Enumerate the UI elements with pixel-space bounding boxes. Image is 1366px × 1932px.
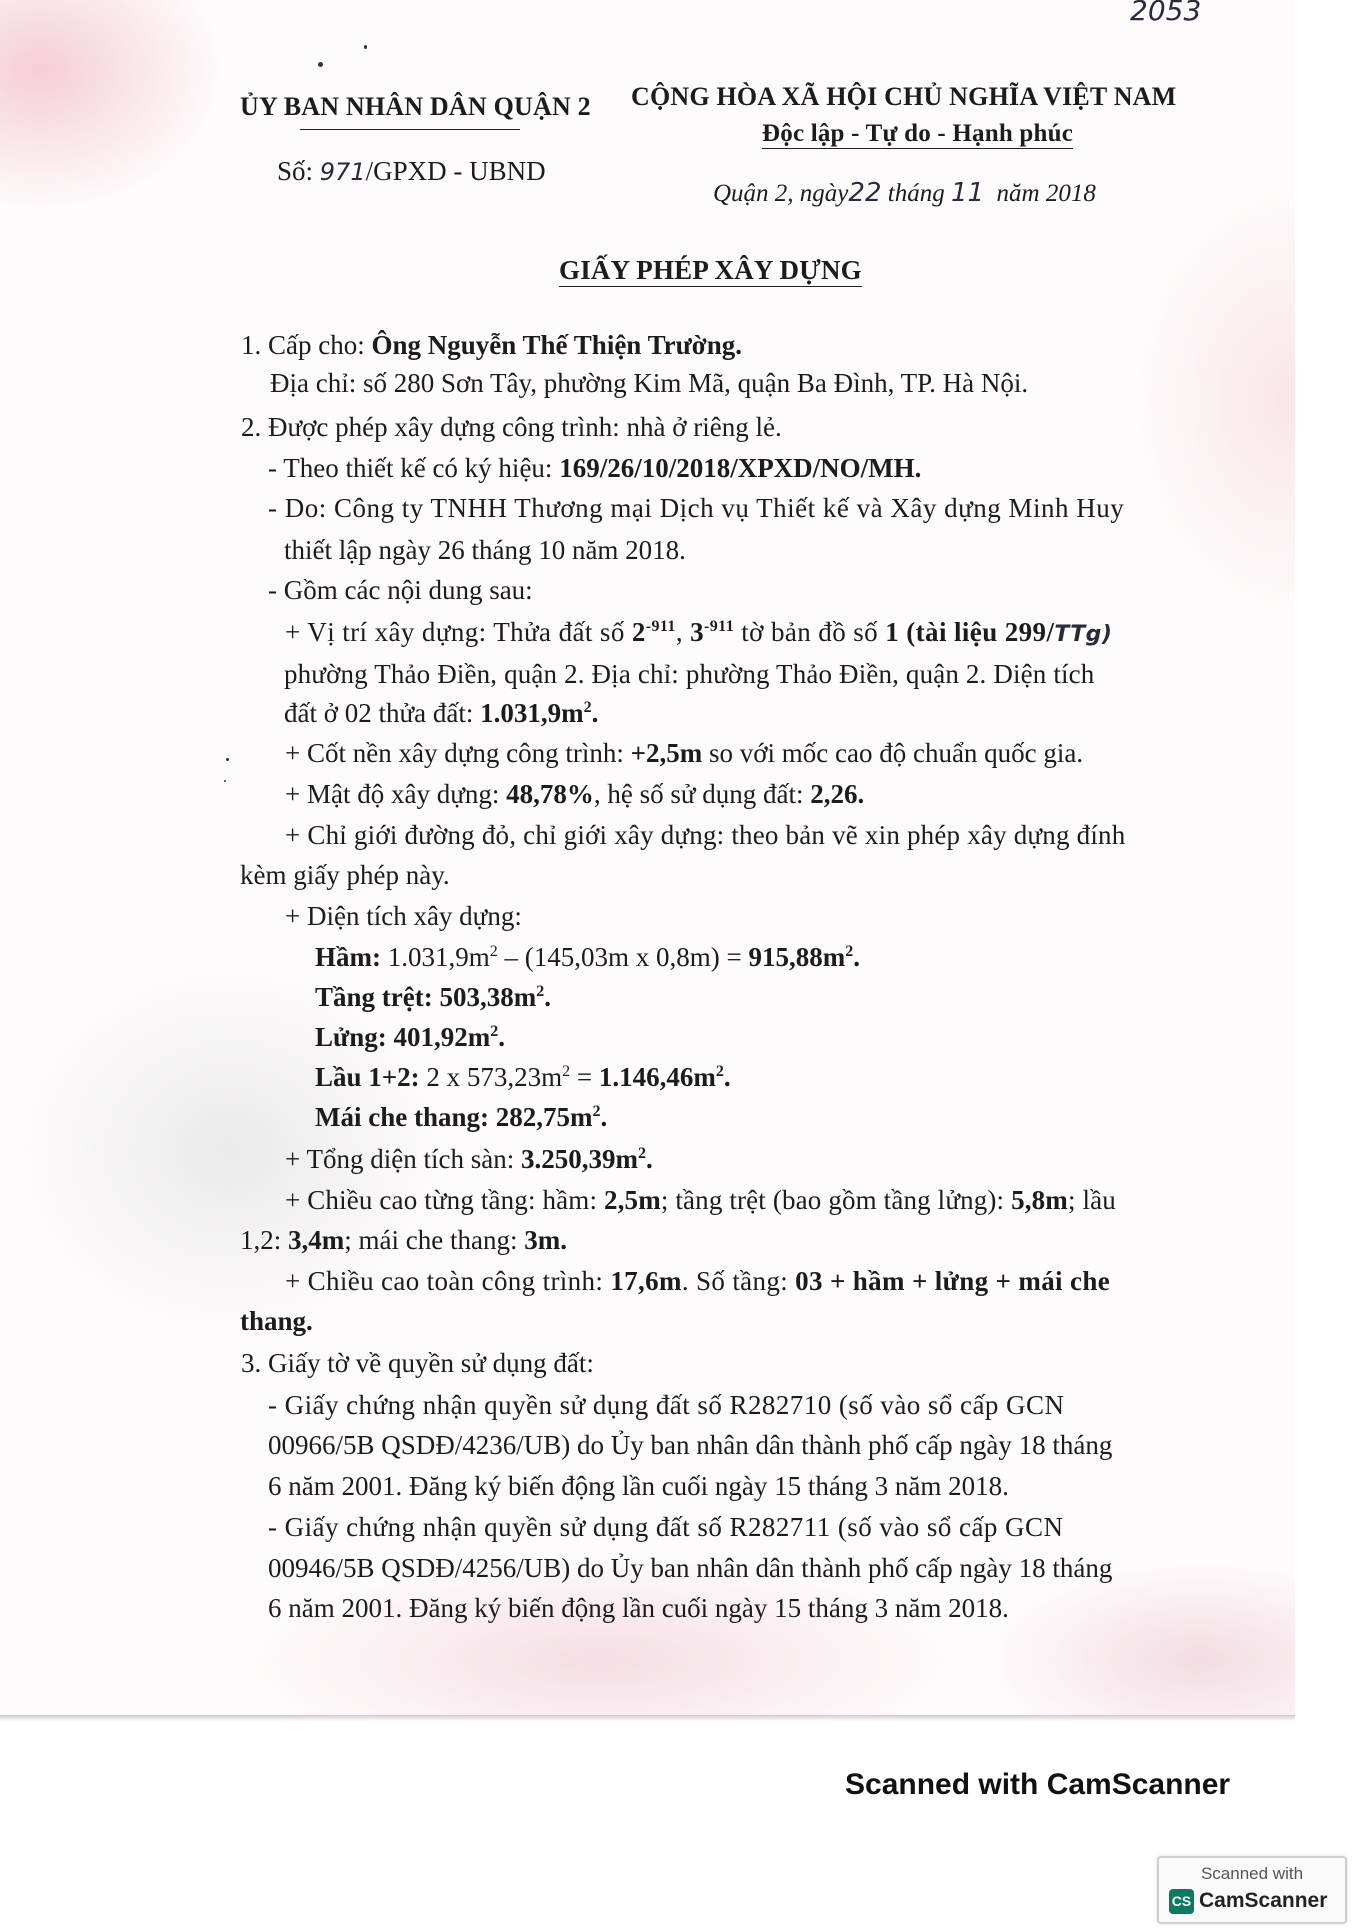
- designer-line: - Do: Công ty TNHH Thương mại Dịch vụ Thiết kế và Xây dựng Minh Huy: [268, 493, 1125, 523]
- total-floor-area: [285, 1144, 653, 1175]
- foundation-value: +2,5m: [630, 738, 703, 768]
- area-heading: + Diện tích xây dựng:: [285, 901, 522, 931]
- recipient-line: [241, 330, 742, 361]
- density-label: + Mật độ xây dựng:: [285, 779, 507, 809]
- recipient-address: Địa chỉ: số 280 Sơn Tây, phường Kim Mã, quận Ba Đình, TP. Hà Nội.: [270, 368, 1029, 398]
- basement-area: [315, 942, 860, 973]
- overall-height: [285, 1266, 1110, 1297]
- floors-calc: 2 x 573,23m: [419, 1062, 563, 1092]
- date-year: năm 2018: [996, 180, 1096, 207]
- certificate-2-line-3: 6 năm 2001. Đăng ký biến động lần cuối ngày 15 tháng 3 năm 2018.: [268, 1593, 1009, 1623]
- certificate-1-line-3: 6 năm 2001. Đăng ký biến động lần cuối ngày 15 tháng 3 năm 2018.: [268, 1471, 1009, 1501]
- sup-2: 2: [845, 943, 854, 960]
- basement-label: Hầm:: [315, 942, 381, 972]
- floors-value: 1.146,46m: [598, 1062, 716, 1092]
- usage-value: 2,26: [810, 779, 858, 809]
- period: .: [498, 1022, 505, 1052]
- storeys-value-2: thang.: [240, 1306, 313, 1336]
- sup-2: 2: [637, 1145, 646, 1162]
- basement-height: 2,5m: [604, 1185, 661, 1215]
- date-day: 22: [848, 178, 882, 208]
- total-value: 3.250,39m: [520, 1144, 638, 1174]
- sup-2: 2: [583, 699, 592, 716]
- corner-handwritten-number: 2053: [1130, 0, 1202, 27]
- document-number: [277, 156, 546, 187]
- roof-value: 282,75m: [495, 1102, 593, 1132]
- ground-label: Tầng trệt:: [315, 982, 440, 1012]
- floors-numbers: 1,2:: [240, 1225, 289, 1255]
- sup-2: 2: [490, 1023, 499, 1040]
- lot-1-sup: -911: [645, 618, 676, 635]
- design-code: 169/26/10/2018/XPXD/NO/MH.: [559, 453, 922, 483]
- basement-value: 915,88m: [748, 942, 846, 972]
- lot-2: 3: [690, 617, 705, 647]
- issue-date: [713, 178, 1096, 208]
- land-area-value: 1.031,9m: [480, 698, 584, 728]
- ground-height: 5,8m: [1011, 1185, 1068, 1215]
- ground-value: 503,38m: [439, 982, 537, 1012]
- period: .: [723, 1062, 731, 1092]
- map-number: 1 (tài liệu 299/: [885, 617, 1055, 647]
- number-suffix: /GPXD - UBND: [365, 156, 546, 186]
- recipient-label: 1. Cấp cho:: [241, 330, 372, 360]
- sup-2: 2: [592, 1103, 601, 1120]
- period: .: [645, 1144, 653, 1174]
- ink-speck: [364, 45, 367, 49]
- map-label: tờ bản đồ số: [734, 617, 886, 647]
- storeys-value: 03 + hầm + lửng + mái che: [795, 1266, 1111, 1296]
- map-handwritten: TTg): [1054, 622, 1113, 647]
- redline-line: + Chỉ giới đường đỏ, chỉ giới xây dựng: theo bản vẽ xin phép xây dựng đính: [285, 820, 1126, 850]
- foundation-label: + Cốt nền xây dựng công trình:: [285, 738, 631, 768]
- camscanner-watermark: Scanned with CamScanner: [845, 1768, 1231, 1801]
- contents-heading: - Gồm các nội dung sau:: [268, 575, 533, 605]
- mezzanine-value: 401,92m: [393, 1022, 491, 1052]
- ink-speck: [318, 62, 323, 67]
- camscanner-logo-icon: CS: [1169, 1889, 1194, 1914]
- redline-line-2: kèm giấy phép này.: [240, 860, 450, 890]
- certificate-1: - Giấy chứng nhận quyền sử dụng đất số R282710 (số vào sổ cấp GCN: [268, 1390, 1065, 1420]
- document-title: GIẤY PHÉP XÂY DỰNG: [559, 255, 862, 285]
- overall-height-2: [240, 1306, 313, 1337]
- issuing-authority: ỦY BAN NHÂN DÂN QUẬN 2: [240, 92, 591, 121]
- heights-floor-label: ; lầu: [1067, 1185, 1116, 1215]
- badge-caption: Scanned with: [1200, 1864, 1304, 1883]
- date-prefix: Quận 2, ngày: [713, 180, 849, 207]
- mezzanine-label: Lửng:: [315, 1022, 394, 1052]
- roof-area: [315, 1102, 607, 1133]
- badge-brand: CamScanner: [1199, 1889, 1328, 1912]
- date-month: 11: [950, 178, 985, 208]
- sup-2: 2: [536, 983, 545, 1000]
- heights-label: + Chiều cao từng tầng: hầm:: [285, 1185, 604, 1215]
- ground-area: [315, 982, 551, 1013]
- camscanner-badge: [1157, 1856, 1347, 1924]
- certificate-2-line-2: 00946/5B QSDĐ/4256/UB) do Ủy ban nhân dân thành phố cấp ngày 18 tháng: [268, 1553, 1113, 1583]
- basement-calc-rest: – (145,03m x 0,8m) =: [497, 942, 749, 972]
- equals: =: [570, 1062, 599, 1092]
- usage-label: , hệ số sử dụng đất:: [593, 779, 811, 809]
- date-month-label: tháng: [887, 180, 945, 207]
- mezzanine-area: [315, 1022, 505, 1053]
- floors-height: 3,4m: [288, 1225, 345, 1255]
- basement-calc: 1.031,9m: [380, 942, 490, 972]
- roof-label: Mái che thang:: [315, 1102, 496, 1132]
- design-label: - Theo thiết kế có ký hiệu:: [268, 453, 560, 483]
- lot-2-sup: -911: [704, 618, 735, 635]
- number-handwritten: 971: [319, 158, 366, 186]
- location-address: phường Thảo Điền, quận 2. Địa chỉ: phường Thảo Điền, quận 2. Diện tích: [284, 659, 1095, 689]
- period: .: [600, 1102, 608, 1132]
- foundation-line: [285, 738, 1083, 769]
- storeys-label: . Số tầng:: [681, 1266, 796, 1296]
- page-edge: [0, 1715, 1295, 1721]
- sup-2: 2: [715, 1063, 724, 1080]
- overall-label: + Chiều cao toàn công trình:: [285, 1266, 611, 1296]
- floors-area: [315, 1062, 731, 1093]
- location-label: + Vị trí xây dựng: Thửa đất số: [285, 617, 632, 647]
- period: .: [544, 982, 551, 1012]
- storey-heights-2: [240, 1225, 567, 1256]
- ink-speck: [224, 780, 226, 782]
- location-line: [285, 617, 1112, 648]
- land-docs-heading: 3. Giấy tờ về quyền sử dụng đất:: [241, 1348, 594, 1378]
- designer-date: thiết lập ngày 26 tháng 10 năm 2018.: [284, 535, 686, 565]
- period: .: [853, 942, 860, 972]
- period: .: [857, 779, 865, 809]
- lot-separator: ,: [675, 617, 691, 647]
- design-code-line: [268, 453, 921, 484]
- number-label: Số:: [277, 156, 314, 186]
- permit-scope: 2. Được phép xây dựng công trình: nhà ở riêng lẻ.: [241, 412, 782, 442]
- roof-height: 3m.: [524, 1225, 567, 1255]
- sup-2: 2: [562, 1063, 571, 1080]
- recipient-name: Ông Nguyễn Thế Thiện Trường.: [371, 330, 742, 360]
- heights-ground-label: ; tầng trệt (bao gồm tầng lửng):: [660, 1185, 1012, 1215]
- certificate-1-line-2: 00966/5B QSDĐ/4236/UB) do Ủy ban nhân dân thành phố cấp ngày 18 tháng: [268, 1430, 1113, 1460]
- total-label: + Tổng diện tích sàn:: [285, 1144, 521, 1174]
- land-area-label: đất ở 02 thửa đất:: [284, 698, 481, 728]
- lot-1: 2: [631, 617, 646, 647]
- density-value: 48,78%: [506, 779, 594, 809]
- certificate-2: - Giấy chứng nhận quyền sử dụng đất số R282711 (số vào sổ cấp GCN: [268, 1512, 1064, 1542]
- storey-heights: [285, 1185, 1116, 1216]
- roof-height-label: ; mái che thang:: [344, 1225, 525, 1255]
- foundation-note: so với mốc cao độ chuẩn quốc gia.: [702, 738, 1084, 768]
- sup-2: 2: [489, 943, 498, 960]
- period: .: [591, 698, 599, 728]
- national-motto: Độc lập - Tự do - Hạnh phúc: [762, 120, 1073, 147]
- overall-value: 17,6m: [610, 1266, 682, 1296]
- authority-underline: [300, 129, 520, 130]
- republic-title: CỘNG HÒA XÃ HỘI CHỦ NGHĨA VIỆT NAM: [631, 82, 1177, 111]
- floors-label: Lầu 1+2:: [315, 1062, 420, 1092]
- land-area-line: [284, 698, 598, 729]
- ink-speck: [226, 758, 229, 761]
- density-line: [285, 779, 864, 810]
